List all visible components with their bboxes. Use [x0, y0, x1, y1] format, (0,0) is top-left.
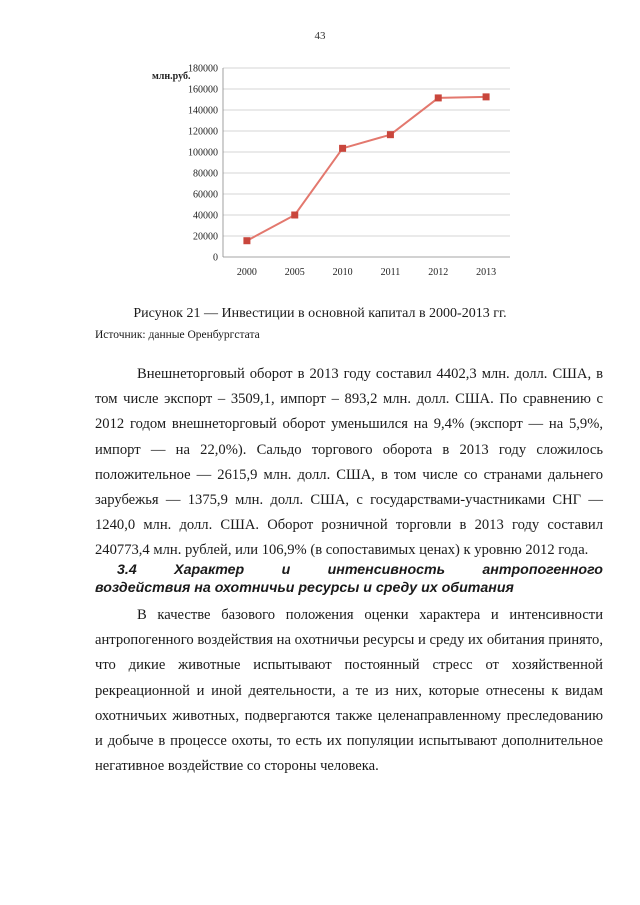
data-point-marker	[435, 94, 442, 101]
paragraph-anthropogenic-impact: В качестве базового положения оценки характера и интенсивности антропогенного воздействия на охотничьи ресурсы и среду их обитания принято, что дикие животные испытывают постоянный стресс от хозяйственной рекреационной и иной деятельности, а те из них, которые отнесены к видам охотничьих животных, подвергаются также целенаправленному преследованию и добыче в процессе охоты, то есть их популяции испытывают дополнительное негативное воздействие со стороны человека.	[95, 607, 603, 775]
y-tick-label: 160000	[188, 84, 218, 96]
series-line	[247, 97, 486, 241]
section-number: 3.4	[117, 562, 137, 578]
section-title-word: и	[281, 562, 291, 578]
investment-line-chart	[150, 58, 530, 288]
x-tick-label: 2011	[380, 267, 401, 278]
y-tick-label: 60000	[193, 189, 218, 201]
paragraph-foreign-trade: Внешнеторговый оборот в 2013 году составил 4402,3 млн. долл. США, в том числе экспорт – 3509,1, импорт – 893,2 млн. долл. США. По сравнению с 2012 годом внешнеторговый оборот уменьшился на 9,4% (экспорт — на 5,9%, импорт — на 22,0%). Сальдо торгового оборота в 2013 году сложилось положительное — 2615,9 млн. долл. США, в том числе со странами дальнего зарубежья — 1375,9 млн. долл. США, с государствами-участниками СНГ — 1240,0 млн. долл. США. Оборот розничной торговли в 2013 году составил 240773,4 млн. рублей, или 106,9% (в сопоставимых ценах) к уровню 2012 года.	[95, 366, 603, 559]
figure-source: Источник: данные Оренбургстата	[95, 329, 260, 341]
x-tick-label: 2000	[236, 267, 257, 278]
y-tick-label: 40000	[193, 210, 218, 222]
y-tick-label: 20000	[193, 231, 218, 243]
figure-caption: Рисунок 21 — Инвестиции в основной капитал в 2000-2013 гг.	[133, 306, 507, 321]
data-point-marker	[483, 93, 490, 100]
section-title-word: антропогенного	[482, 562, 603, 578]
y-tick-label: 120000	[188, 126, 218, 138]
x-tick-label: 2012	[428, 267, 449, 278]
y-tick-label: 0	[213, 252, 218, 264]
section-heading-line2: воздействия на охотничьи ресурсы и среду их обитания	[95, 580, 514, 596]
y-tick-label: 180000	[188, 63, 218, 75]
data-point-marker	[243, 237, 250, 244]
y-tick-label: 80000	[193, 168, 218, 180]
x-tick-label: 2005	[284, 267, 305, 278]
y-tick-label: 140000	[188, 105, 218, 117]
data-point-marker	[291, 212, 298, 219]
y-tick-label: 100000	[188, 147, 218, 159]
x-tick-label: 2010	[332, 267, 353, 278]
section-title-word: Характер	[174, 562, 245, 578]
y-axis-label: млн.руб.	[152, 71, 191, 82]
page-number: 43	[314, 30, 326, 42]
section-heading	[95, 561, 603, 597]
x-tick-label: 2013	[476, 267, 497, 278]
data-point-marker	[387, 131, 394, 138]
section-title-word: интенсивность	[327, 562, 446, 578]
section-heading-line1	[95, 561, 603, 579]
data-point-marker	[339, 145, 346, 152]
